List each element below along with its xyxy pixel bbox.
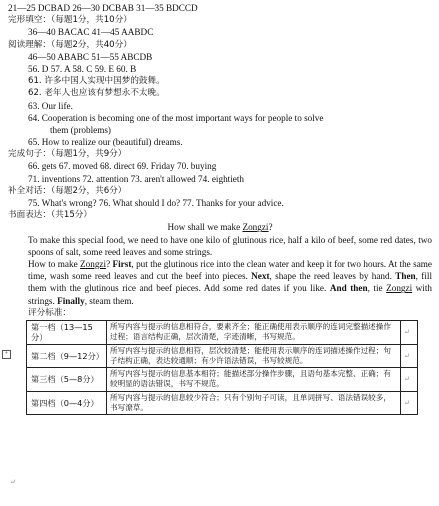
answer-line-46-55: 46—50 ABABC 51—55 ABCDB xyxy=(28,51,153,62)
rubric-level: 第四档（0—4分） xyxy=(27,391,107,414)
rubric-table xyxy=(26,320,418,415)
section-heading-dialogue: 补全对话：（每题2分，共6分） xyxy=(8,185,127,196)
section-heading-writing: 书面表达：（共15分） xyxy=(8,210,92,221)
essay-title: How shall we make Zongzi? xyxy=(167,222,273,233)
answer-line-36-45: 36—40 BACAC 41—45 AABDC xyxy=(28,27,154,38)
row-end-mark: ↵ xyxy=(401,391,418,414)
table-move-handle-icon[interactable]: + xyxy=(2,350,11,359)
rubric-level: 第二档（9—12分） xyxy=(27,344,107,367)
rubric-description: 所写内容与提示的信息基本相符；能描述部分操作步骤，且语句基本完整、正确；有较明显的语法错误，书写不规范。 xyxy=(107,368,401,391)
rubric-row xyxy=(27,368,418,391)
section-heading-cloze: 完形填空：（每题1分，共10分） xyxy=(8,15,132,26)
answer-line-64-cont: them (problems) xyxy=(50,124,111,135)
answer-line-66-70: 66. gets 67. moved 68. direct 69. Friday 70. buying xyxy=(28,161,217,172)
paragraph-mark-icon: ↵ xyxy=(10,478,16,486)
answer-line-62: 62. 老年人也应该有梦想永不太晚。 xyxy=(28,88,165,99)
answer-line-63: 63. Our life. xyxy=(28,100,73,111)
rubric-description: 所写内容与提示的信息相符合，要素齐全；能正确使用表示顺序的连词完整描述操作过程；语言结构正确，层次清楚，字迹清晰，书写规范。 xyxy=(107,320,401,344)
answer-line-21-35: 21—25 DCBAD 26—30 DCBAB 31—35 BDCCD xyxy=(8,3,198,13)
answer-line-71-74: 71. inventions 72. attention 73. aren't allowed 74. eightieth xyxy=(28,173,244,184)
rubric-level: 第一档（13—15分） xyxy=(27,320,107,344)
rubric-row xyxy=(27,344,418,367)
row-end-mark: ↵ xyxy=(401,320,418,344)
essay-paragraph-steps: How to make Zongzi? First, put the glutinous rice into the clean water and keep it for two hours. At the same time, wash some reed leaves and cut the beef into pieces. Next, shape the reed leaves by hand. Then, fill them with the glutinous rice and beef pieces. Add some red dates if you like. And then, tie Zongzi with strings. Finally, steam them. xyxy=(28,258,433,306)
answer-line-65: 65. How to realize our (beautiful) dreams. xyxy=(28,137,183,148)
rubric-row xyxy=(27,320,418,344)
answer-line-61: 61. 许多中国人实现中国梦的鼓舞。 xyxy=(28,76,165,87)
answer-line-75-77: 75. What's wrong? 76. What should I do? 77. Thanks for your advice. xyxy=(28,198,284,208)
essay-paragraph-ingredients: To make this special food, we need to have one kilo of glutinous rice, half a kilo of beef, some red dates, two spoons of salt, some reed leaves and some strings. xyxy=(28,234,432,257)
rubric-label: 评分标准： xyxy=(28,307,71,318)
row-end-mark: ↵ xyxy=(401,344,418,367)
answer-line-56-60: 56. D 57. A 58. C 59. E 60. B xyxy=(28,63,137,74)
rubric-description: 所写内容与提示的信息较少符合；只有个别句子可读，且单词拼写、语法错误较多，书写潦草。 xyxy=(107,391,401,414)
section-heading-completion: 完成句子：（每题1分，共9分） xyxy=(8,149,127,160)
row-end-mark: ↵ xyxy=(401,368,418,391)
answer-document xyxy=(8,2,432,415)
rubric-row xyxy=(27,391,418,414)
rubric-description: 所写内容与提示的信息相符，层次较清楚；能使用表示顺序的连词描述操作过程；句子结构正确，表达较通顺；有少许语法错误，书写较规范。 xyxy=(107,344,401,367)
section-heading-reading: 阅读理解：（每题2分，共40分） xyxy=(8,39,132,50)
answer-line-64: 64. Cooperation is becoming one of the most important ways for people to solve xyxy=(28,112,324,123)
rubric-level: 第三档（5—8分） xyxy=(27,368,107,391)
